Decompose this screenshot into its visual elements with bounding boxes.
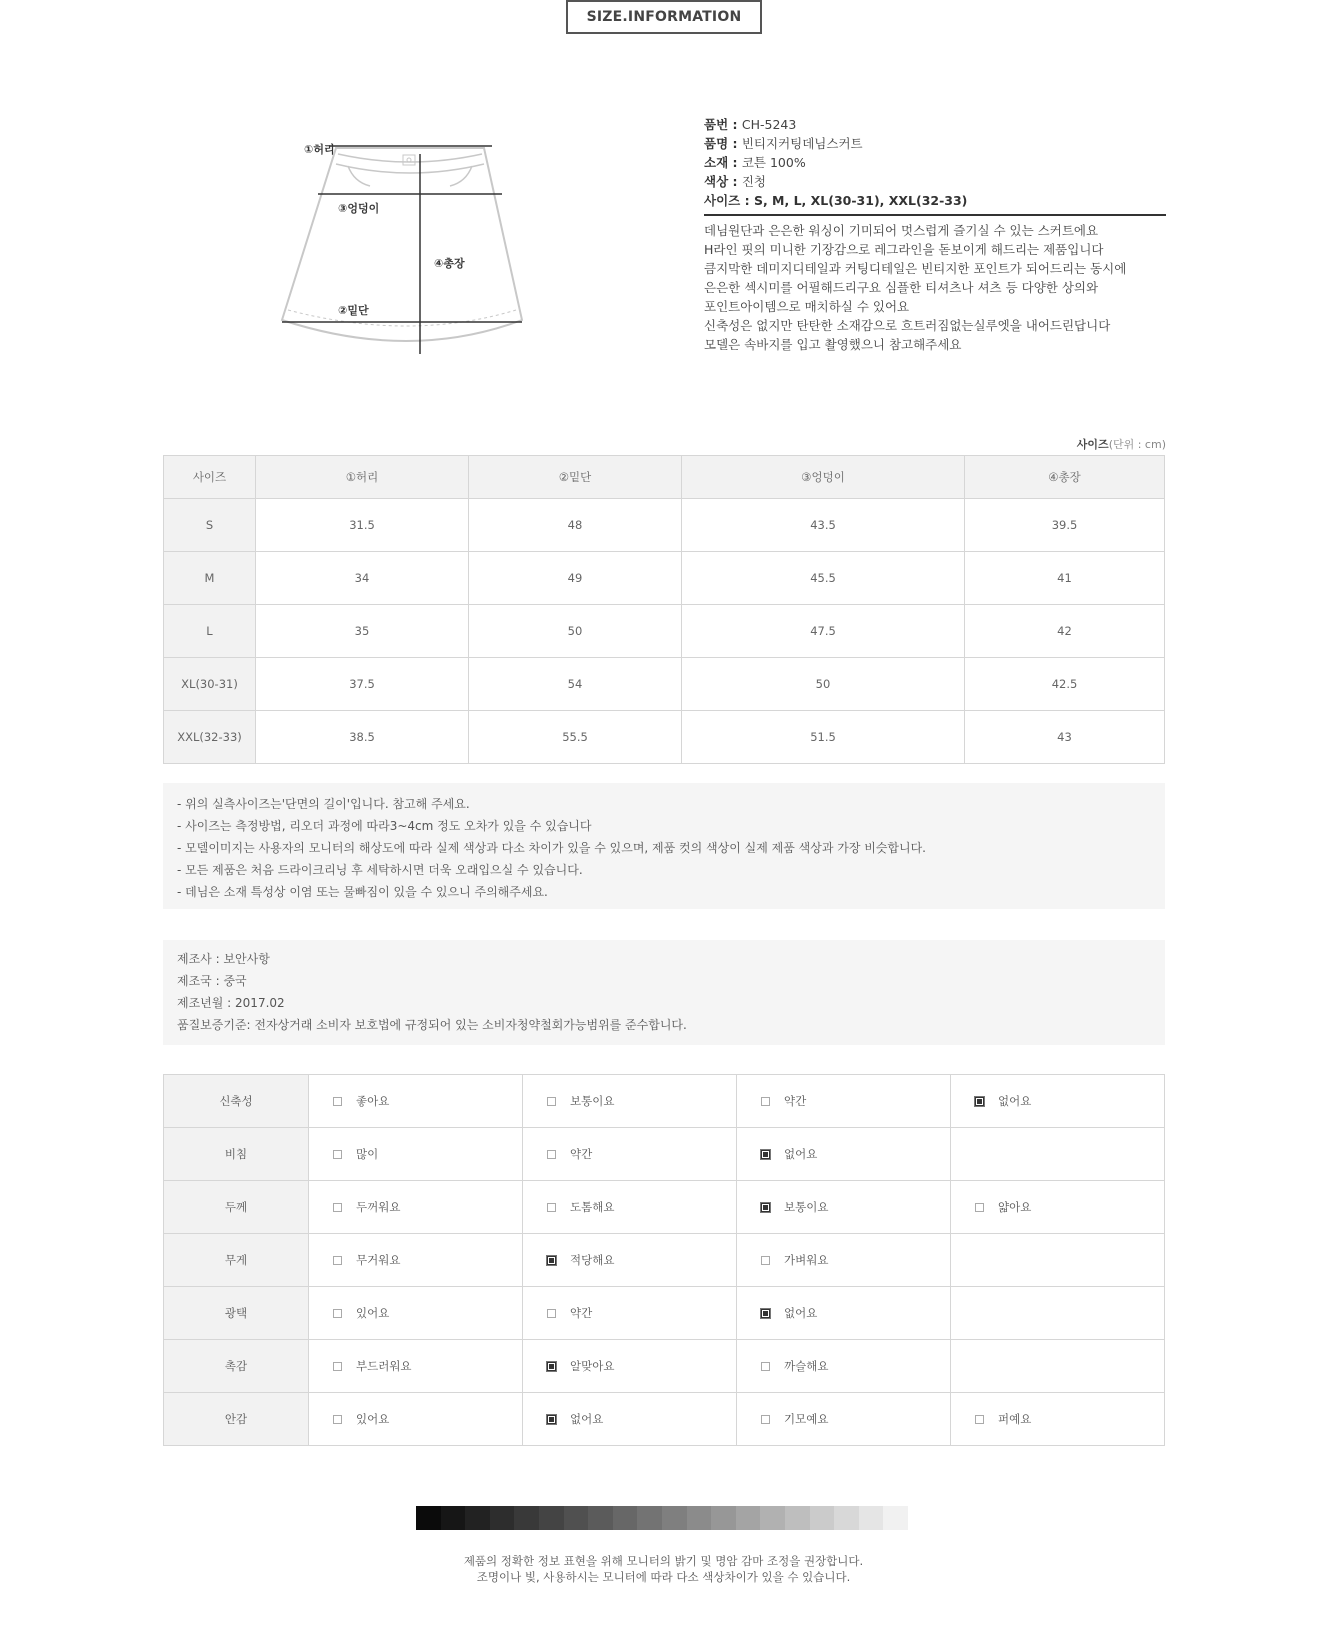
maker-line: 품질보증기준: 전자상거래 소비자 보호법에 규정되어 있는 소비자청약철회가능범위를 준수합니다.: [177, 1018, 687, 1032]
feel-row-stretch: [164, 1075, 1165, 1128]
checkbox-checked: [975, 1097, 984, 1106]
feel-option-empty: [951, 1340, 1165, 1393]
checkbox-unchecked: [761, 1362, 770, 1371]
value-cell: 38.5: [256, 711, 469, 764]
gamma-swatch: [785, 1506, 810, 1530]
checkbox-checked: [547, 1415, 556, 1424]
value-cell: 50: [469, 605, 682, 658]
maker-line: 제조년월 : 2017.02: [177, 996, 285, 1010]
checkbox-checked: [761, 1309, 770, 1318]
gamma-swatch: [687, 1506, 712, 1530]
product-info: [704, 115, 1166, 354]
table-row: [164, 499, 1165, 552]
feel-option: 퍼예요: [951, 1393, 1165, 1446]
spec-row: 사이즈 : S, M, L, XL(30-31), XXL(32-33): [704, 193, 968, 208]
feel-option: 약간: [523, 1287, 737, 1340]
feel-option: 부드러워요: [309, 1340, 523, 1393]
description-line: 데님원단과 은은한 워싱이 기미되어 멋스럽게 즐기실 수 있는 스커트에요: [704, 223, 1099, 238]
description-line: 모델은 속바지를 입고 촬영했으니 참고해주세요: [704, 337, 962, 352]
value-cell: 45.5: [682, 552, 965, 605]
gamma-swatch: [613, 1506, 638, 1530]
value-cell: 35: [256, 605, 469, 658]
feel-option: 무거워요: [309, 1234, 523, 1287]
note-line: - 위의 실측사이즈는'단면의 길이'입니다. 참고해 주세요.: [177, 797, 470, 811]
value-cell: 34: [256, 552, 469, 605]
note-line: - 모든 제품은 처음 드라이크리닝 후 세탁하시면 더욱 오래입으실 수 있습니다.: [177, 863, 583, 877]
header-cell: ②밑단: [469, 456, 682, 499]
feel-option-empty: [951, 1287, 1165, 1340]
manufacturer-info: [163, 940, 1165, 1045]
waist-label: ①허리: [304, 143, 335, 156]
feel-option: 있어요: [309, 1287, 523, 1340]
skirt-measurement-diagram: [270, 130, 570, 360]
notice-line: 제품의 정확한 정보 표현을 위해 모니터의 밝기 및 명암 감마 조정을 권장합니다.: [463, 1554, 864, 1568]
checkbox-unchecked: [333, 1309, 342, 1318]
gamma-swatch: [736, 1506, 761, 1530]
checkbox-unchecked: [975, 1203, 984, 1212]
divider: [704, 214, 1166, 216]
gamma-swatch: [810, 1506, 835, 1530]
gamma-swatch: [441, 1506, 466, 1530]
size-cell: S: [164, 499, 256, 552]
feel-label: 광택: [164, 1287, 309, 1340]
feel-option-selected: 알맞아요: [523, 1340, 737, 1393]
value-cell: 43: [965, 711, 1165, 764]
value-cell: 41: [965, 552, 1165, 605]
value-cell: 50: [682, 658, 965, 711]
feel-option: 있어요: [309, 1393, 523, 1446]
spec-row: 품명 : 빈티지커팅데님스커트: [704, 136, 863, 151]
feel-option: 가벼워요: [737, 1234, 951, 1287]
table-row: [164, 552, 1165, 605]
feel-option-empty: [951, 1234, 1165, 1287]
gamma-swatch: [416, 1506, 441, 1530]
feel-row-weight: [164, 1234, 1165, 1287]
feel-option-selected: 없어요: [951, 1075, 1165, 1128]
length-label: ④총장: [434, 257, 465, 270]
checkbox-unchecked: [547, 1203, 556, 1212]
value-cell: 31.5: [256, 499, 469, 552]
note-line: - 데님은 소재 특성상 이염 또는 물빠짐이 있을 수 있으니 주의해주세요.: [177, 885, 548, 899]
description-line: 큼지막한 데미지디테일과 커팅디테일은 빈티지한 포인트가 되어드리는 동시에: [704, 261, 1127, 276]
spec-row: 품번 : CH-5243: [704, 117, 797, 132]
value-cell: 48: [469, 499, 682, 552]
checkbox-unchecked: [333, 1150, 342, 1159]
feel-label: 촉감: [164, 1340, 309, 1393]
checkbox-unchecked: [333, 1415, 342, 1424]
hem-label: ②밑단: [338, 304, 369, 317]
value-cell: 51.5: [682, 711, 965, 764]
feel-label: 신축성: [164, 1075, 309, 1128]
size-table-header: [164, 456, 1165, 499]
gamma-swatch: [490, 1506, 515, 1530]
product-description: [704, 221, 1166, 354]
fabric-feel-table: [163, 1074, 1165, 1446]
gamma-swatch: [637, 1506, 662, 1530]
monitor-notice: [0, 1553, 1327, 1585]
feel-row-thickness: [164, 1181, 1165, 1234]
checkbox-unchecked: [333, 1256, 342, 1265]
feel-option: 까슬해요: [737, 1340, 951, 1393]
checkbox-checked: [547, 1256, 556, 1265]
spec-row: 소재 : 코튼 100%: [704, 155, 806, 170]
value-cell: 42.5: [965, 658, 1165, 711]
description-line: 신축성은 없지만 탄탄한 소재감으로 흐트러짐없는실루엣을 내어드린답니다: [704, 318, 1111, 333]
value-cell: 43.5: [682, 499, 965, 552]
value-cell: 55.5: [469, 711, 682, 764]
size-cell: M: [164, 552, 256, 605]
notice-line: 조명이나 빛, 사용하시는 모니터에 따라 다소 색상차이가 있을 수 있습니다.: [476, 1570, 851, 1584]
description-line: 포인트아이템으로 매치하실 수 있어요: [704, 299, 910, 314]
feel-option-selected: 없어요: [737, 1287, 951, 1340]
maker-line: 제조국 : 중국: [177, 974, 247, 988]
description-line: H라인 핏의 미니한 기장감으로 레그라인을 돋보이게 해드리는 제품입니다: [704, 242, 1104, 257]
feel-option-selected: 없어요: [737, 1128, 951, 1181]
table-row: [164, 711, 1165, 764]
feel-option: 도톰해요: [523, 1181, 737, 1234]
gamma-swatch: [883, 1506, 908, 1530]
gamma-swatch: [465, 1506, 490, 1530]
checkbox-unchecked: [547, 1150, 556, 1159]
value-cell: 54: [469, 658, 682, 711]
checkbox-unchecked: [547, 1309, 556, 1318]
value-cell: 37.5: [256, 658, 469, 711]
feel-option-selected: 적당해요: [523, 1234, 737, 1287]
feel-row-sheerness: [164, 1128, 1165, 1181]
header-cell: ④총장: [965, 456, 1165, 499]
hip-label: ③엉덩이: [338, 202, 380, 215]
header-cell: ①허리: [256, 456, 469, 499]
feel-label: 비침: [164, 1128, 309, 1181]
table-row: [164, 605, 1165, 658]
feel-option: 약간: [737, 1075, 951, 1128]
gamma-swatch: [834, 1506, 859, 1530]
checkbox-unchecked: [333, 1203, 342, 1212]
spec-row: 색상 : 진청: [704, 174, 767, 189]
feel-option: 약간: [523, 1128, 737, 1181]
checkbox-unchecked: [761, 1256, 770, 1265]
size-cell: XL(30-31): [164, 658, 256, 711]
feel-option: 좋아요: [309, 1075, 523, 1128]
value-cell: 47.5: [682, 605, 965, 658]
feel-row-gloss: [164, 1287, 1165, 1340]
table-row: [164, 658, 1165, 711]
gamma-swatch: [711, 1506, 736, 1530]
feel-option-empty: [951, 1128, 1165, 1181]
feel-option: 기모예요: [737, 1393, 951, 1446]
feel-option: 많이: [309, 1128, 523, 1181]
gamma-swatch: [539, 1506, 564, 1530]
value-cell: 49: [469, 552, 682, 605]
gamma-swatch: [760, 1506, 785, 1530]
gamma-swatch: [564, 1506, 589, 1530]
feel-row-lining: [164, 1393, 1165, 1446]
checkbox-unchecked: [761, 1097, 770, 1106]
gamma-swatch: [588, 1506, 613, 1530]
page-title: SIZE.INFORMATION: [566, 0, 762, 34]
header-cell: ③엉덩이: [682, 456, 965, 499]
checkbox-unchecked: [333, 1362, 342, 1371]
product-specs: [704, 115, 1166, 210]
size-cell: XXL(32-33): [164, 711, 256, 764]
size-unit-caption: 사이즈(단위 : cm): [1076, 438, 1166, 451]
checkbox-unchecked: [333, 1097, 342, 1106]
checkbox-unchecked: [761, 1415, 770, 1424]
gamma-swatch: [859, 1506, 884, 1530]
gamma-swatch: [662, 1506, 687, 1530]
description-line: 은은한 섹시미를 어필해드리구요 심플한 티셔츠나 셔츠 등 다양한 상의와: [704, 280, 1099, 295]
gamma-calibration-strip: [416, 1506, 908, 1530]
feel-row-texture: [164, 1340, 1165, 1393]
note-line: - 사이즈는 측정방법, 리오더 과정에 따라3~4cm 정도 오차가 있을 수 있습니다: [177, 819, 592, 833]
checkbox-checked: [761, 1150, 770, 1159]
feel-option-selected: 보통이요: [737, 1181, 951, 1234]
feel-label: 안감: [164, 1393, 309, 1446]
checkbox-unchecked: [547, 1097, 556, 1106]
header-cell: 사이즈: [164, 456, 256, 499]
feel-label: 무게: [164, 1234, 309, 1287]
checkbox-checked: [547, 1362, 556, 1371]
size-table: [163, 455, 1165, 764]
skirt-outline-illustration: [270, 130, 570, 360]
note-line: - 모델이미지는 사용자의 모니터의 해상도에 따라 실제 색상과 다소 차이가 있을 수 있으며, 제품 컷의 색상이 실제 제품 색상과 가장 비슷합니다.: [177, 841, 926, 855]
value-cell: 42: [965, 605, 1165, 658]
checkbox-unchecked: [975, 1415, 984, 1424]
maker-line: 제조사 : 보안사항: [177, 952, 270, 966]
feel-label: 두께: [164, 1181, 309, 1234]
value-cell: 39.5: [965, 499, 1165, 552]
size-notes: [163, 783, 1165, 909]
size-cell: L: [164, 605, 256, 658]
checkbox-checked: [761, 1203, 770, 1212]
gamma-swatch: [514, 1506, 539, 1530]
feel-option-selected: 없어요: [523, 1393, 737, 1446]
feel-option: 두꺼워요: [309, 1181, 523, 1234]
feel-option: 얇아요: [951, 1181, 1165, 1234]
feel-option: 보통이요: [523, 1075, 737, 1128]
